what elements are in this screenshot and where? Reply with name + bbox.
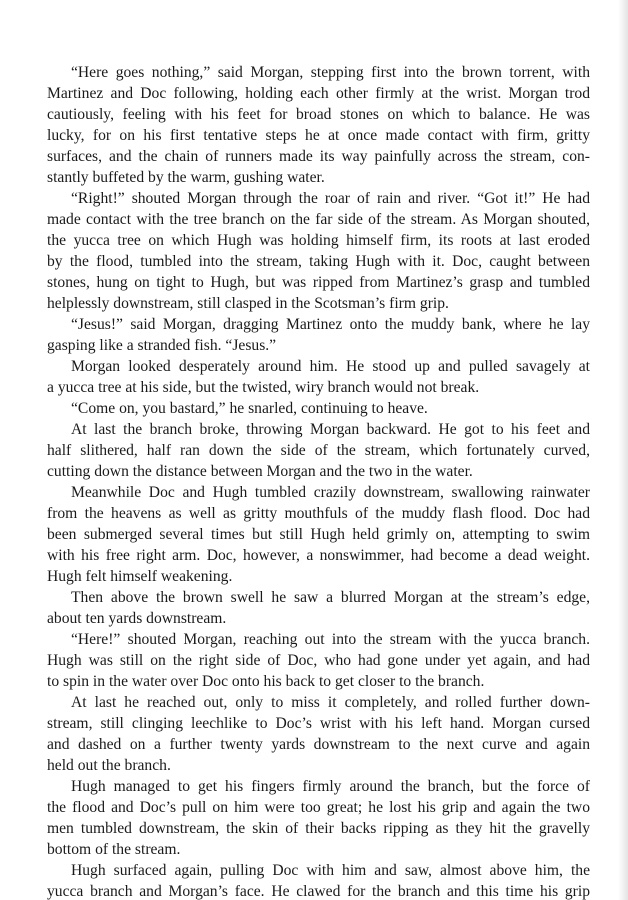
text-line: half slithered, half ran down the side of the stream, which fortunately curved, (47, 442, 590, 459)
text-line: the flood and Doc’s pull on him were too great; he lost his grip and again the two (47, 799, 590, 816)
text-line: by the flood, tumbled into the stream, taking Hugh with it. Doc, caught between (47, 253, 590, 270)
text-line: “Here!” shouted Morgan, reaching out into the stream with the yucca branch. (71, 631, 590, 648)
paragraph (47, 692, 590, 776)
text-line: “Come on, you bastard,” he snarled, continuing to heave. (71, 400, 428, 417)
paragraph (47, 776, 590, 860)
text-line: made contact with the tree branch on the far side of the stream. As Morgan shouted, (47, 211, 590, 228)
paragraph (47, 419, 590, 482)
text-line: stantly buffeted by the warm, gushing water. (47, 169, 325, 186)
text-line: Hugh managed to get his fingers firmly around the branch, but the force of (71, 778, 590, 795)
text-line: from the heavens as well as gritty mouthfuls of the muddy flash flood. Doc had (47, 505, 590, 522)
text-line: At last the branch broke, throwing Morgan backward. He got to his feet and (71, 421, 590, 438)
text-line: yucca branch and Morgan’s face. He clawed for the branch and this time his grip (47, 883, 590, 900)
text-line: Hugh felt himself weakening. (47, 568, 233, 585)
text-line: At last he reached out, only to miss it completely, and rolled further down- (71, 694, 590, 711)
text-line: with his free right arm. Doc, however, a nonswimmer, had become a dead weight. (47, 547, 590, 564)
text-line: Then above the brown swell he saw a blurred Morgan at the stream’s edge, (71, 589, 590, 606)
text-line: the yucca tree on which Hugh was holding himself firm, its roots at last eroded (47, 232, 590, 249)
text-line: Martinez and Doc following, holding each other firmly at the wrist. Morgan trod (47, 85, 590, 102)
text-line: “Right!” shouted Morgan through the roar of rain and river. “Got it!” He had (71, 190, 590, 207)
text-line: Hugh was still on the right side of Doc, who had gone under yet again, and had (47, 652, 590, 669)
text-line: lucky, for on his first tentative steps he at once made contact with firm, gritty (47, 127, 590, 144)
text-line: about ten yards downstream. (47, 610, 227, 627)
paragraph (47, 629, 590, 692)
text-line: helplessly downstream, still clasped in the Scotsman’s firm grip. (47, 295, 449, 312)
text-line: Hugh surfaced again, pulling Doc with him and saw, almost above him, the (71, 862, 590, 879)
paragraph (47, 482, 590, 587)
text-line: men tumbled downstream, the skin of their backs ripping as they hit the gravelly (47, 820, 590, 837)
paragraph (47, 356, 590, 398)
text-line: Morgan looked desperately around him. He stood up and pulled savagely at (71, 358, 590, 375)
text-line: stream, still clinging leechlike to Doc’s wrist with his left hand. Morgan cursed (47, 715, 590, 732)
text-line: bottom of the stream. (47, 841, 181, 858)
paragraph (47, 587, 590, 629)
body-text (47, 62, 590, 900)
paragraph (47, 62, 590, 188)
paragraph (47, 398, 590, 419)
text-line: Meanwhile Doc and Hugh tumbled crazily downstream, swallowing rainwater (71, 484, 590, 501)
text-line: “Jesus!” said Morgan, dragging Martinez onto the muddy bank, where he lay (71, 316, 590, 333)
paragraph (47, 314, 590, 356)
text-line: and dashed on a further twenty yards downstream to the next curve and again (47, 736, 590, 753)
paragraph (47, 188, 590, 314)
text-line: a yucca tree at his side, but the twisted, wiry branch would not break. (47, 379, 480, 396)
text-line: cutting down the distance between Morgan and the two in the water. (47, 463, 473, 480)
text-line: cautiously, feeling with his feet for broad stones on which to balance. He was (47, 106, 590, 123)
text-line: held out the branch. (47, 757, 171, 774)
text-line: to spin in the water over Doc onto his back to get closer to the branch. (47, 673, 485, 690)
text-line: stones, hung on tight to Hugh, but was ripped from Martinez’s grasp and tumbled (47, 274, 590, 291)
paragraph (47, 860, 590, 900)
text-line: been submerged several times but still Hugh held grimly on, attempting to swim (47, 526, 590, 543)
text-line: “Here goes nothing,” said Morgan, stepping first into the brown torrent, with (71, 64, 590, 81)
text-line: surfaces, and the chain of runners made its way painfully across the stream, con- (47, 148, 590, 165)
text-line: gasping like a stranded fish. “Jesus.” (47, 337, 277, 354)
